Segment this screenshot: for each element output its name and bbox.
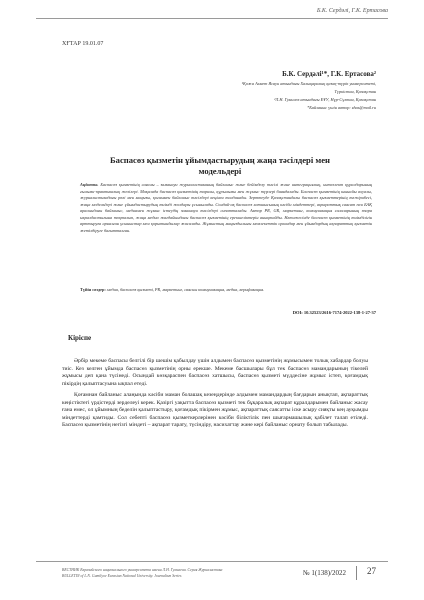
keywords-text: медиа, баспасөз қызметі, PR, маркетинг, саясиы коммуникация, медиа, верификация.	[106, 287, 265, 292]
section-title: Кіріспе	[68, 334, 92, 342]
header-rule	[36, 18, 388, 19]
authors: Б.К. Сердәлі¹*, Г.К. Ертасова²	[282, 70, 376, 78]
abstract-text: Баспасөз қызметінің саясиы – заманауи журналистиканың байланыс және бейімделу тәсілі және интеграциялық, интеллект құралдарының ғылыми-практикалық желілері. Мақалада баспасөз қызметінің тарихы, құрылымы мен жұмыс түрлері баяндалады. Баспасөз қызметінің шынайы ахуалы, журналистикадағы рөлі мен маңызы, қоғаммен байланыс тәсілдері кеңінен талданады. Зерттеуде Қазақстандағы баспасөз қызметтерінің тәжірибесі, жаңа модельдері және ұйымдастырудың тиімді жолдары ұсынылады. Сондай-ақ баспасөз хатшысының кәсіби міндеттері, ақпараттық саясат пен БАҚ арасындағы байланыс, медиамен жұмыс істеудің заманауи тәсілдері сипатталады. Автор PR, GR, маркетинг, коммуникация салаларының өзара ықпалдастығына тоқталып, жаңа медиа жағдайындағы баспасөз қызметінің ерекшеліктерін анықтайды. Нәтижесінде баспасөз қызметінің тиімділігін арттыруға арналған ұсыныстар мен қорытындылар жасалады. Жұмыстың маңыздылығы мемлекеттік органдар мен ұйымдардың ақпараттық қызметін жетілдіруге бағытталған.	[80, 182, 372, 233]
affiliation-line: Түркістан, Қазақстан	[334, 89, 376, 94]
paragraph: Қоғамнан байланыс алаңында кәсіби маман болашақ кезеңдерінде алдымен мамандардың бағдарын анықтап, ақпараттық кеңістіктегі үрдістерді зерделеуі керек. Қазіргі уақытта баспасөз қызметі тек бұқаралық ақпарат құралдарымен байланыс жасау ғана емес, ол ұйымның беделін қалыптастыру, қоғамдық пікірмен жұмыс, ақпараттық саясатты іске асыру сияқты кең ауқымды міндеттерді қамтиды. Сол себепті баспасөз қызметкерлерінен кәсіби біліктілік пен шығармашылық қабілет талап етіледі. Баспасөз қызметінің негізгі міндеті – ақпарат тарату, түсіндіру, насихаттау және кері байланыс орнату болып табылады.	[62, 392, 368, 428]
affiliations	[242, 80, 376, 112]
page-number: 27	[367, 566, 376, 576]
running-head: Б.К. Сердәлі, Г.К. Ертасова	[316, 8, 388, 14]
keywords-label: Түйін сөздер:	[80, 287, 106, 292]
footer-separator	[356, 566, 357, 580]
doi[interactable]: DOI: 10.32523/2616-7174-2022-138-1-27-37	[292, 310, 376, 315]
article-title	[80, 155, 360, 177]
keywords	[80, 287, 372, 294]
contact-line: *Байланыс үшін автор: zhas@mail.ru	[307, 105, 376, 110]
paragraph: Әрбір мекеме баспасы белгілі бір шешім қабылдау үшін алдымен баспасөз қызметінің жұмысымен толық хабардар болуы тиіс. Кез келген ұйымда баспасөз қызметінің орны ерекше. Мекеме басшылары бұл тек баспасөз мамандарының тікелей жұмысы деп қана түсінеді. Осындай көзқараспен баспасөз хатшысы, баспасөз қызметі мүддесіне жұмыс істеп, қоғамдық пікірдің қалыптасуына ықпал етеді.	[62, 358, 368, 387]
title-line: модельдері	[198, 166, 242, 176]
journal-line: ВЕСТНИК Евразийского национального университета имени Л.Н. Гумилева. Серия Журналистика	[62, 568, 223, 572]
affiliation-line: ¹Қожа Ахмет Ясауи атындағы Халықаралық қазақ-түрік университеті,	[241, 81, 376, 86]
abstract	[80, 182, 372, 234]
journal-name	[62, 567, 222, 579]
abstract-label: Аңдатпа.	[80, 182, 99, 187]
affiliation-line: ²Л.Н. Гумилев атындағы ЕҰУ, Нұр-Сұлтан, Қазақстан	[274, 97, 376, 102]
footer-rule	[36, 561, 388, 562]
title-line: Баспасөз қызметін ұйымдастырудың жаңа тәсілдері мен	[110, 155, 330, 165]
issue-number: № 1(138)/2022	[302, 569, 346, 577]
journal-line: BULLETIN of L.N. Gumilyov Eurasian National University. Journalism Series	[62, 574, 182, 578]
body-text	[62, 358, 368, 434]
irstea-code: ХҒТАР 19.01.07	[62, 41, 104, 47]
